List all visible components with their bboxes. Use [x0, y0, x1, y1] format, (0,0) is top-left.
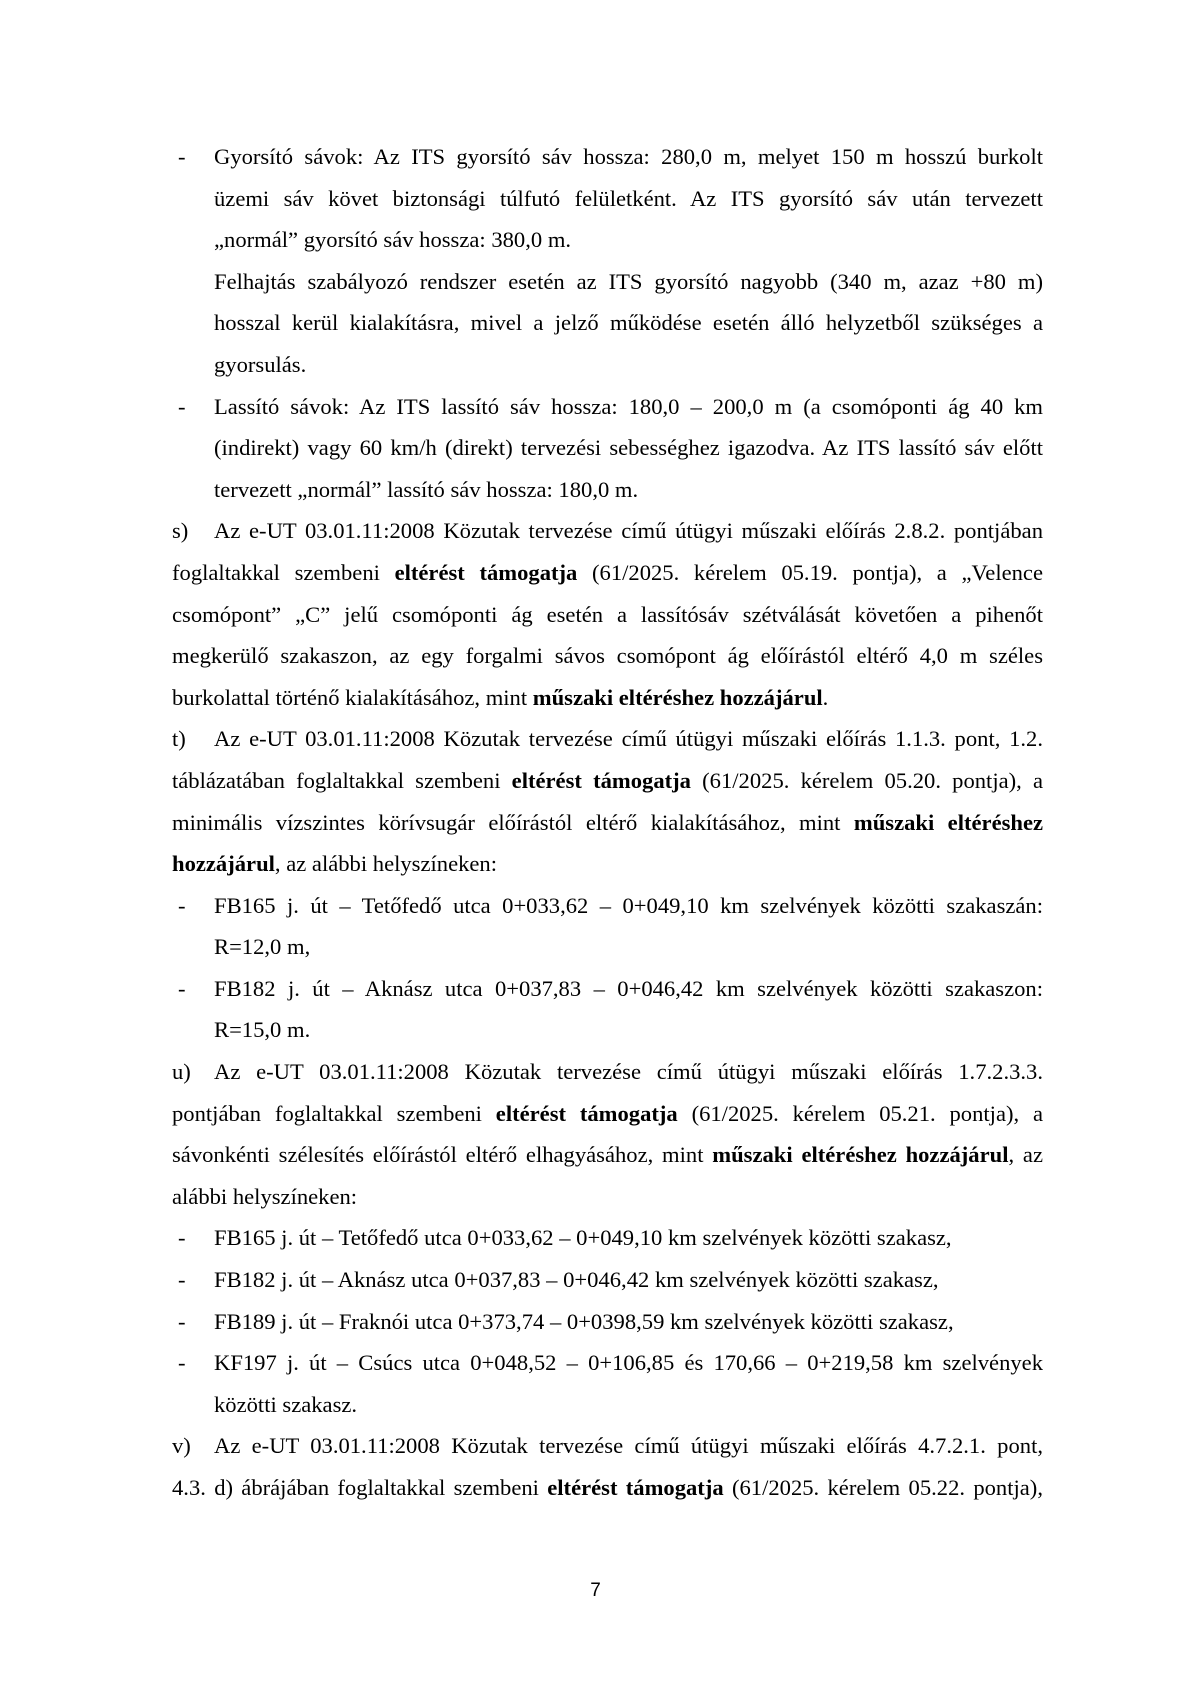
text-line [172, 552, 1043, 594]
text-span: minimális vízszintes körívsugár előírástól eltérő kialakításához, mint [172, 809, 841, 835]
page-body [172, 136, 1043, 1509]
text-line: tervezett „normál” lassító sáv hossza: 180,0 m. [214, 476, 639, 502]
text-span: . [822, 684, 829, 710]
text-line: FB165 j. út – Tetőfedő utca 0+033,62 – 0+049,10 km szelvények közötti szakasz, [214, 1225, 952, 1251]
text-line: hosszal kerül kialakításra, mivel a jelző működése esetén álló helyzetből szükséges a [214, 310, 1043, 336]
text-line [172, 802, 1043, 844]
text-span: 4.3. d) ábrájában foglaltakkal szembeni [172, 1475, 539, 1500]
text-span: burkolattal történő kialakításához, mint [172, 684, 528, 710]
text-line: „normál” gyorsító sáv hossza: 380,0 m. [214, 227, 572, 253]
bold-phrase: műszaki eltéréshez [853, 809, 1043, 835]
section-label: u) [172, 1059, 191, 1085]
text-line [172, 1467, 1043, 1509]
bullet-item [172, 136, 1043, 178]
text-line [172, 760, 1043, 802]
section-u-first-line [172, 1051, 1043, 1093]
bold-phrase: műszaki eltéréshez hozzájárul [712, 1142, 1009, 1168]
text-span: Az e-UT 03.01.11:2008 Közutak tervezése című útügyi műszaki előírás 1.7.2.3.3. [214, 1059, 1043, 1085]
section-label: v) [172, 1433, 191, 1459]
text-span: Az e-UT 03.01.11:2008 Közutak tervezése című útügyi műszaki előírás 4.7.2.1. pont, [214, 1433, 1043, 1459]
text-line [172, 1093, 1043, 1135]
text-span: Az e-UT 03.01.11:2008 Közutak tervezése című útügyi műszaki előírás 1.1.3. pont, 1.2. [214, 726, 1043, 752]
text-span: (61/2025. kérelem 05.20. pontja), a [702, 767, 1043, 793]
section-v-first-line [172, 1425, 1043, 1467]
text-line: FB189 j. út – Fraknói utca 0+373,74 – 0+0398,59 km szelvények közötti szakasz, [214, 1308, 954, 1334]
bullet-item [172, 1259, 1043, 1301]
text-span: táblázatában foglaltakkal szembeni [172, 767, 501, 793]
text-line: FB182 j. út – Aknász utca 0+037,83 – 0+046,42 km szelvények közötti szakasz, [214, 1267, 939, 1293]
text-line: csomópont” „C” jelű csomóponti ág esetén a lassítósáv szétválását követően a pihenőt [172, 601, 1043, 627]
text-line: alábbi helyszíneken: [172, 1183, 358, 1209]
bold-phrase: eltérést támogatja [495, 1100, 678, 1126]
bullet-dash: - [178, 975, 186, 1001]
text-line: Gyorsító sávok: Az ITS gyorsító sáv hossza: 280,0 m, melyet 150 m hosszú burkolt [214, 144, 1043, 169]
bold-phrase: hozzájárul [172, 851, 275, 877]
text-span: (61/2025. kérelem 05.19. pontja), a „Velence [592, 559, 1043, 585]
section-label: s) [172, 518, 189, 544]
text-line [172, 677, 1043, 719]
text-span: (61/2025. kérelem 05.21. pontja), a [691, 1100, 1043, 1126]
bullet-dash: - [178, 1308, 186, 1334]
bullet-item [172, 1342, 1043, 1384]
text-span: (61/2025. kérelem 05.22. pontja), [731, 1475, 1043, 1500]
bullet-dash: - [178, 1267, 186, 1293]
bullet-item [172, 968, 1043, 1010]
text-span: , az [1008, 1142, 1043, 1168]
text-line: (indirekt) vagy 60 km/h (direkt) tervezési sebességhez igazodva. Az ITS lassító sáv előtt [214, 435, 1043, 461]
text-span: pontjában foglaltakkal szembeni [172, 1100, 482, 1126]
text-line: KF197 j. út – Csúcs utca 0+048,52 – 0+106,85 és 170,66 – 0+219,58 km szelvények [214, 1350, 1043, 1376]
text-line: közötti szakasz. [214, 1391, 358, 1417]
text-line: R=12,0 m, [214, 934, 311, 960]
text-line: Lassító sávok: Az ITS lassító sáv hossza: 180,0 – 200,0 m (a csomóponti ág 40 km [214, 393, 1043, 419]
text-span: sávonkénti szélesítés előírástól eltérő elhagyásához, mint [172, 1142, 704, 1168]
text-line: R=15,0 m. [214, 1017, 311, 1043]
bullet-dash: - [178, 144, 186, 169]
text-line: megkerülő szakaszon, az egy forgalmi sávos csomópont ág előírástól eltérő 4,0 m széles [172, 643, 1043, 669]
bold-phrase: eltérést támogatja [511, 767, 691, 793]
bold-phrase: eltérést támogatja [547, 1475, 724, 1500]
text-line [172, 843, 1043, 885]
bold-phrase: eltérést támogatja [394, 559, 578, 585]
section-label: t) [172, 726, 186, 752]
text-span: Az e-UT 03.01.11:2008 Közutak tervezése című útügyi műszaki előírás 2.8.2. pontjában [214, 518, 1043, 544]
page-number: 7 [590, 1580, 601, 1601]
text-line: FB182 j. út – Aknász utca 0+037,83 – 0+046,42 km szelvények közötti szakaszon: [214, 975, 1043, 1001]
bullet-item [172, 386, 1043, 428]
bold-phrase: műszaki eltéréshez hozzájárul [532, 684, 823, 710]
bullet-dash: - [178, 393, 186, 419]
section-t-first-line [172, 718, 1043, 760]
text-line: gyorsulás. [214, 351, 307, 377]
text-line [172, 1134, 1043, 1176]
bullet-dash: - [178, 1350, 186, 1376]
text-line: FB165 j. út – Tetőfedő utca 0+033,62 – 0+049,10 km szelvények közötti szakaszán: [214, 892, 1043, 918]
bullet-dash: - [178, 892, 186, 918]
section-s-first-line [172, 510, 1043, 552]
bullet-item [172, 1217, 1043, 1259]
text-span: foglaltakkal szembeni [172, 559, 380, 585]
bullet-item [172, 1301, 1043, 1343]
bullet-item [172, 885, 1043, 927]
bullet-dash: - [178, 1225, 186, 1251]
text-span: , az alábbi helyszíneken: [274, 851, 497, 877]
text-line: üzemi sáv követ biztonsági túlfutó felületként. Az ITS gyorsító sáv után tervezett [214, 185, 1043, 211]
text-line: Felhajtás szabályozó rendszer esetén az ITS gyorsító nagyobb (340 m, azaz +80 m) [214, 268, 1043, 294]
